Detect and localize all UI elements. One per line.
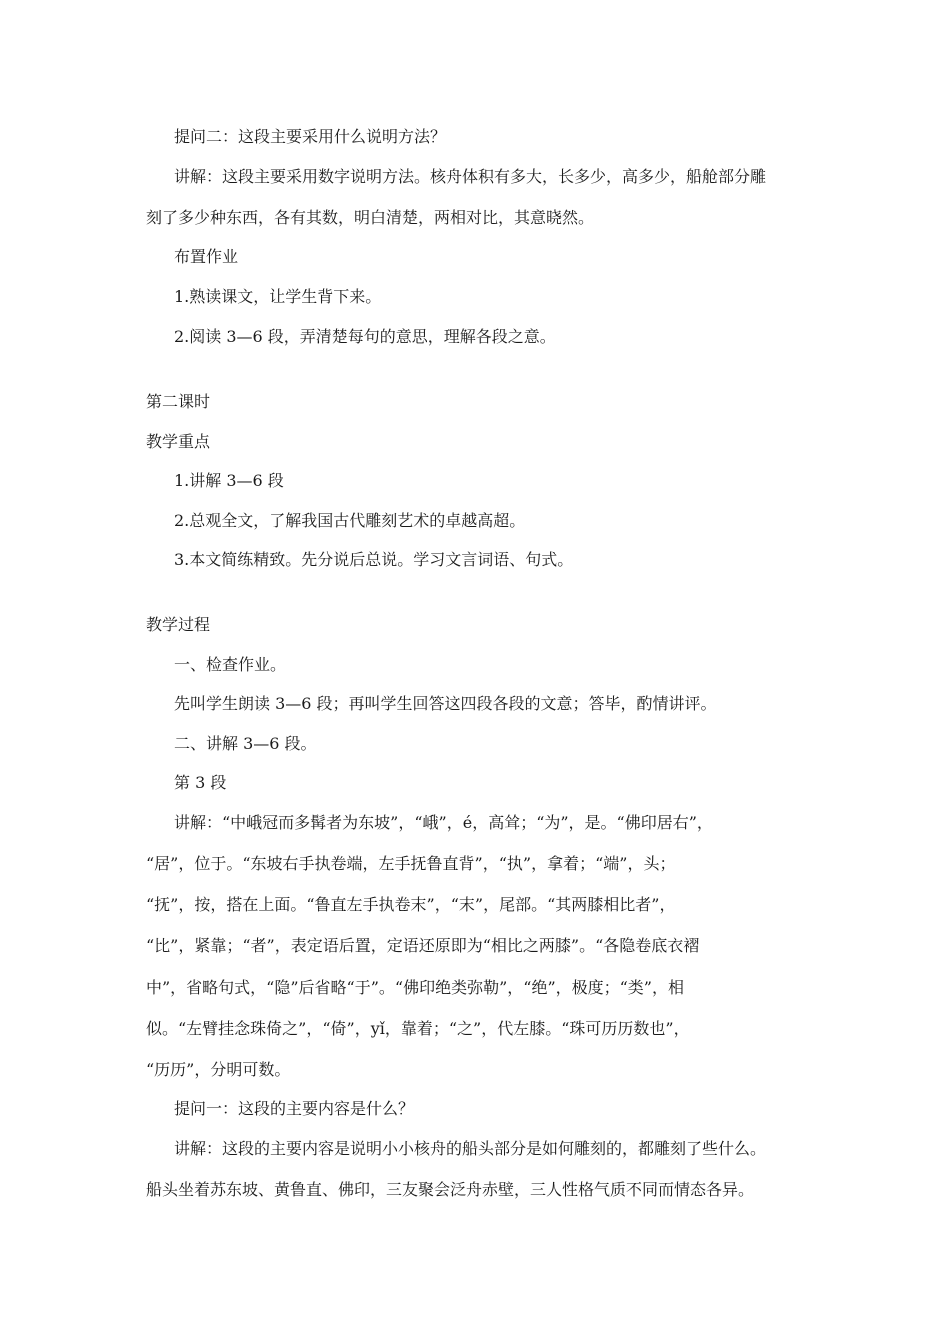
section-heading-key-points: 教学重点 <box>146 432 211 451</box>
explanation-line: “历历”，分明可数。 <box>146 1060 291 1079</box>
section-heading-homework: 布置作业 <box>174 247 239 266</box>
list-item: 1.讲解 3—6 段 <box>174 471 284 490</box>
explanation-line: “居”，位于。“东坡右手执卷端，左手抚鲁直背”，“执”，拿着；“端”，头； <box>146 854 676 873</box>
explanation-line: 讲解：“中峨冠而多髯者为东坡”，“峨”，é，高耸；“为”，是。“佛印居右”， <box>174 813 713 832</box>
step-heading: 二、讲解 3—6 段。 <box>174 734 317 753</box>
list-item: 3.本文简练精致。先分说后总说。学习文言词语、句式。 <box>174 550 574 569</box>
list-item: 2.总观全文，了解我国古代雕刻艺术的卓越高超。 <box>174 511 526 530</box>
explanation-line: “比”，紧靠；“者”，表定语后置，定语还原即为“相比之两膝”。“各隐卷底衣褶 <box>146 936 700 955</box>
question-two: 提问二：这段主要采用什么说明方法？ <box>174 127 447 146</box>
explanation-line: 船头坐着苏东坡、黄鲁直、佛印，三友聚会泛舟赤壁，三人性格气质不同而情态各异。 <box>146 1180 755 1199</box>
list-item: 1.熟读课文，让学生背下来。 <box>174 287 382 306</box>
explanation-line: 刻了多少种东西，各有其数，明白清楚，两相对比，其意晓然。 <box>146 208 595 227</box>
explanation-line: 讲解：这段主要采用数字说明方法。核舟体积有多大，长多少，高多少，船舱部分雕 <box>174 167 767 186</box>
explanation-line: 讲解：这段的主要内容是说明小小核舟的船头部分是如何雕刻的，都雕刻了些什么。 <box>174 1139 767 1158</box>
lesson-heading: 第二课时 <box>146 392 211 411</box>
list-item: 2.阅读 3—6 段，弄清楚每句的意思，理解各段之意。 <box>174 327 556 346</box>
step-heading: 一、检查作业。 <box>174 655 287 674</box>
explanation-line: 似。“左臂挂念珠倚之”，“倚”，yǐ，靠着；“之”，代左膝。“珠可历历数也”， <box>146 1019 690 1038</box>
explanation-line: 中”，省略句式，“隐”后省略“于”。“佛印绝类弥勒”，“绝”，极度；“类”，相 <box>146 978 684 997</box>
section-heading-process: 教学过程 <box>146 615 211 634</box>
paragraph-line: 先叫学生朗读 3—6 段；再叫学生回答这四段各段的文意；答毕，酌情讲评。 <box>174 694 717 713</box>
question-one: 提问一：这段的主要内容是什么？ <box>174 1099 415 1118</box>
explanation-line: “抚”，按，搭在上面。“鲁直左手执卷末”，“末”，尾部。“其两膝相比者”， <box>146 895 676 914</box>
paragraph-heading: 第 3 段 <box>174 773 227 792</box>
